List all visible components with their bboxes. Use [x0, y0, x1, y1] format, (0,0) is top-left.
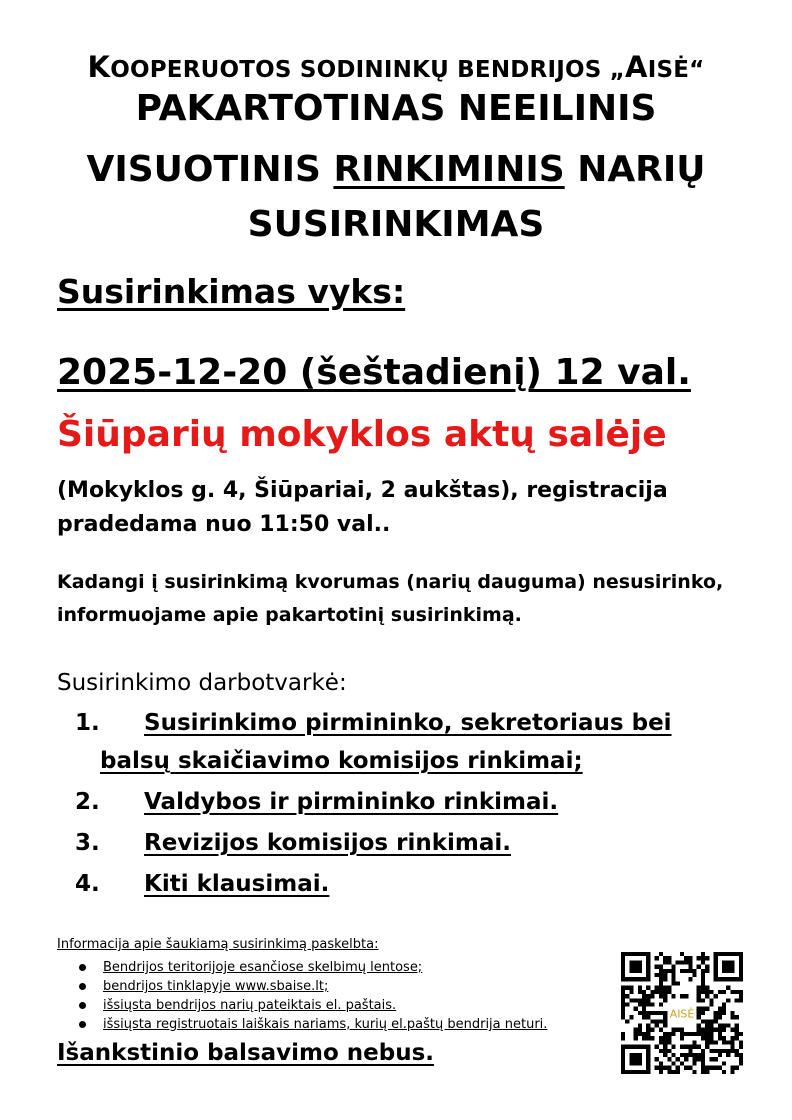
agenda-item-text: Valdybos ir pirmininko rinkimai.: [144, 789, 559, 815]
no-advance-voting-note: Išankstinio balsavimo nebus.: [57, 1040, 435, 1066]
agenda-item-number: 4.: [75, 871, 100, 897]
agenda-item-text: Susirinkimo pirmininko, sekretoriaus bei: [144, 710, 672, 736]
bullet-icon: [79, 964, 86, 971]
title-line-2: VISUOTINIS RINKIMINIS NARIŲ: [86, 149, 706, 190]
agenda-list: [57, 704, 757, 906]
agenda-title: Susirinkimo darbotvarkė:: [57, 670, 347, 696]
bullet-icon: [79, 1021, 86, 1028]
title-underlined-word: RINKIMINIS: [333, 149, 565, 190]
title-line-1: PAKARTOTINAS NEEILINIS: [135, 88, 657, 129]
agenda-item: [57, 704, 757, 780]
agenda-item-number: 1.: [75, 710, 100, 736]
agenda-item: [57, 824, 757, 862]
qr-code-icon[interactable]: [621, 952, 743, 1074]
agenda-item-text: Kiti klausimai.: [144, 871, 330, 897]
publication-info-list: [57, 958, 547, 1034]
publication-info-item: išsiųsta bendrijos narių pateiktais el. paštais.: [57, 996, 547, 1015]
bullet-icon: [79, 1002, 86, 1009]
agenda-item: [57, 865, 757, 903]
agenda-item-number: 2.: [75, 789, 100, 815]
publication-info-item: bendrijos tinklapyje www.sbaise.lt;: [57, 977, 547, 996]
meeting-datetime: 2025-12-20 (šeštadienį) 12 val.: [57, 352, 691, 393]
agenda-item-text-continued: balsų skaičiavimo komisijos rinkimai;: [100, 748, 583, 774]
bullet-icon: [79, 983, 86, 990]
meeting-place: Šiūparių mokyklos aktų salėje: [57, 414, 667, 455]
organization-name: KOOPERUOTOS SODININKŲ BENDRIJOS „AISĖ“: [87, 50, 705, 84]
meeting-heading: Susirinkimas vyks:: [57, 272, 406, 311]
publication-info-item: išsiųsta registruotais laiškais nariams, kurių el.paštų bendrija neturi.: [57, 1015, 547, 1034]
agenda-item-text: Revizijos komisijos rinkimai.: [144, 830, 512, 856]
agenda-item: [57, 783, 757, 821]
publication-info-title: Informacija apie šaukiamą susirinkimą paskelbta:: [57, 937, 379, 952]
quorum-notice: Kadangi į susirinkimą kvorumas (narių dauguma) nesusirinko, informuojame apie pakartotinį susirinkimą.: [57, 571, 724, 626]
publication-info-item: Bendrijos teritorijoje esančiose skelbimų lentose;: [57, 958, 547, 977]
meeting-address: (Mokyklos g. 4, Šiūpariai, 2 aukštas), registracija pradedama nuo 11:50 val..: [57, 478, 668, 537]
qr-logo-text: AISĖ: [669, 1007, 695, 1021]
agenda-item-number: 3.: [75, 830, 100, 856]
title-line-3: SUSIRINKIMAS: [247, 204, 545, 245]
